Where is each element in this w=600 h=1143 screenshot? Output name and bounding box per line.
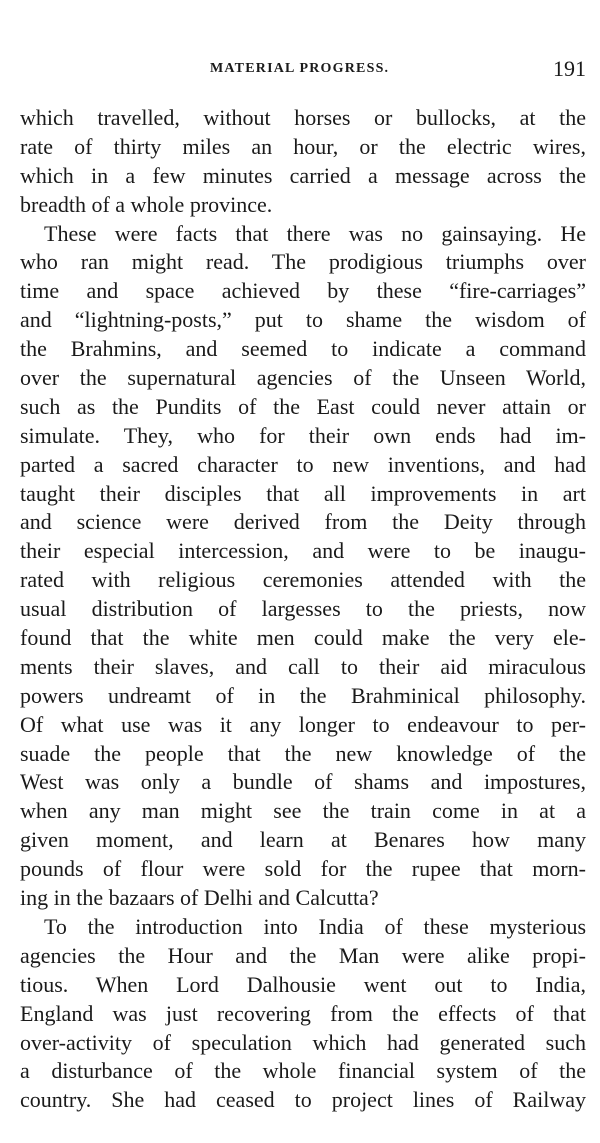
text-line: tious. When Lord Dalhousie went out to India, — [20, 971, 586, 997]
text-line: and science were derived from the Deity through — [20, 509, 586, 535]
text-line: which travelled, without horses or bullocks, at the — [20, 105, 586, 130]
text-line: found that the white men could make the very ele- — [20, 625, 586, 651]
text-line: England was just recovering from the effects of that — [20, 1000, 586, 1026]
text-line: agencies the Hour and the Man were alike propi- — [20, 942, 586, 968]
text-line: breadth of a whole province. — [20, 191, 273, 217]
text-line: ing in the bazaars of Delhi and Calcutta? — [20, 885, 379, 911]
text-line: a disturbance of the whole financial system of the — [20, 1058, 586, 1084]
body-text — [20, 104, 586, 1115]
page-number: 191 — [553, 56, 586, 81]
text-line: the Brahmins, and seemed to indicate a command — [20, 336, 586, 362]
text-line: taught their disciples that all improvements in art — [20, 480, 586, 506]
text-line: when any man might see the train come in at a — [20, 798, 586, 824]
text-line: These were facts that there was no gainsaying. He — [44, 220, 586, 246]
paragraph-3 — [20, 913, 586, 1115]
text-line: Of what use was it any longer to endeavour to per- — [20, 711, 586, 737]
text-line: simulate. They, who for their own ends had im- — [20, 422, 586, 448]
text-line: rate of thirty miles an hour, or the electric wires, — [20, 133, 586, 159]
text-line: such as the Pundits of the East could never attain or — [20, 393, 586, 419]
text-line: pounds of flour were sold for the rupee that morn- — [20, 856, 586, 882]
text-line: time and space achieved by these “fire-carriages” — [20, 278, 586, 304]
text-line: over the supernatural agencies of the Unseen World, — [20, 365, 586, 391]
text-line: usual distribution of largesses to the priests, now — [20, 596, 586, 622]
text-line: who ran might read. The prodigious triumphs over — [20, 249, 586, 275]
text-line: To the introduction into India of these mysterious — [44, 913, 586, 939]
text-line: suade the people that the new knowledge of the — [20, 740, 586, 766]
paragraph-1 — [20, 104, 586, 220]
text-line: their especial intercession, and were to be inaugu- — [20, 538, 586, 564]
text-line: and “lightning-posts,” put to shame the wisdom of — [20, 307, 586, 333]
text-line: over-activity of speculation which had generated such — [20, 1029, 586, 1055]
running-head — [20, 56, 586, 86]
paragraph-2 — [20, 220, 586, 913]
text-line: given moment, and learn at Benares how many — [20, 827, 586, 853]
running-title: MATERIAL PROGRESS. — [210, 61, 390, 76]
text-line: powers undreamt of in the Brahminical philosophy. — [20, 682, 586, 708]
text-line: rated with religious ceremonies attended with the — [20, 567, 586, 593]
text-line: parted a sacred character to new inventions, and had — [20, 451, 586, 477]
text-line: West was only a bundle of shams and impostures, — [20, 769, 586, 795]
text-line: country. She had ceased to project lines of Railway — [20, 1087, 586, 1113]
text-line: which in a few minutes carried a message across the — [20, 162, 586, 188]
text-line: ments their slaves, and call to their aid miraculous — [20, 653, 586, 679]
